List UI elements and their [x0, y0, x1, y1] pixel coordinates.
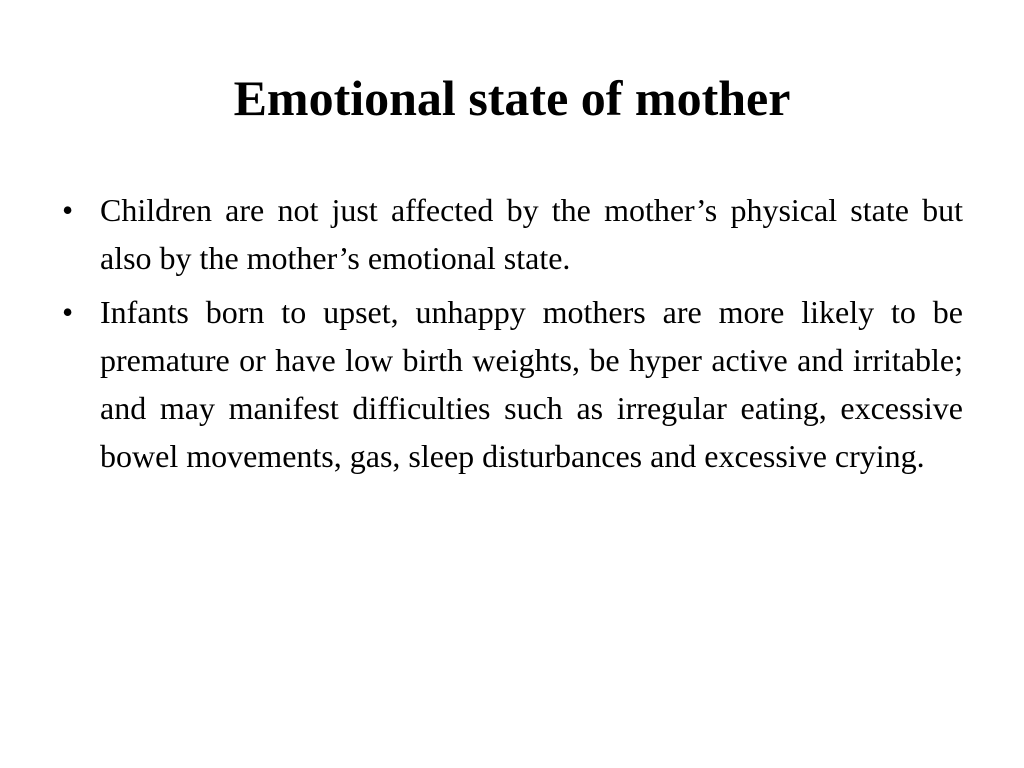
bullet-marker: •	[62, 192, 74, 228]
bullet-text: Children are not just affected by the mother’s physical state but also by the mother’s emotional state.	[100, 192, 963, 276]
bullet-item-2	[62, 288, 963, 480]
slide-title: Emotional state of mother	[233, 70, 791, 126]
bullet-list	[62, 186, 963, 486]
bullet-marker: •	[62, 294, 74, 330]
bullet-text: Infants born to upset, unhappy mothers are more likely to be premature or have low birth weights, be hyper active and irritable; and may manifest difficulties such as irregular eating, excessive bowel movements, gas, sleep disturbances and excessive crying.	[100, 294, 963, 474]
bullet-item-1	[62, 186, 963, 282]
